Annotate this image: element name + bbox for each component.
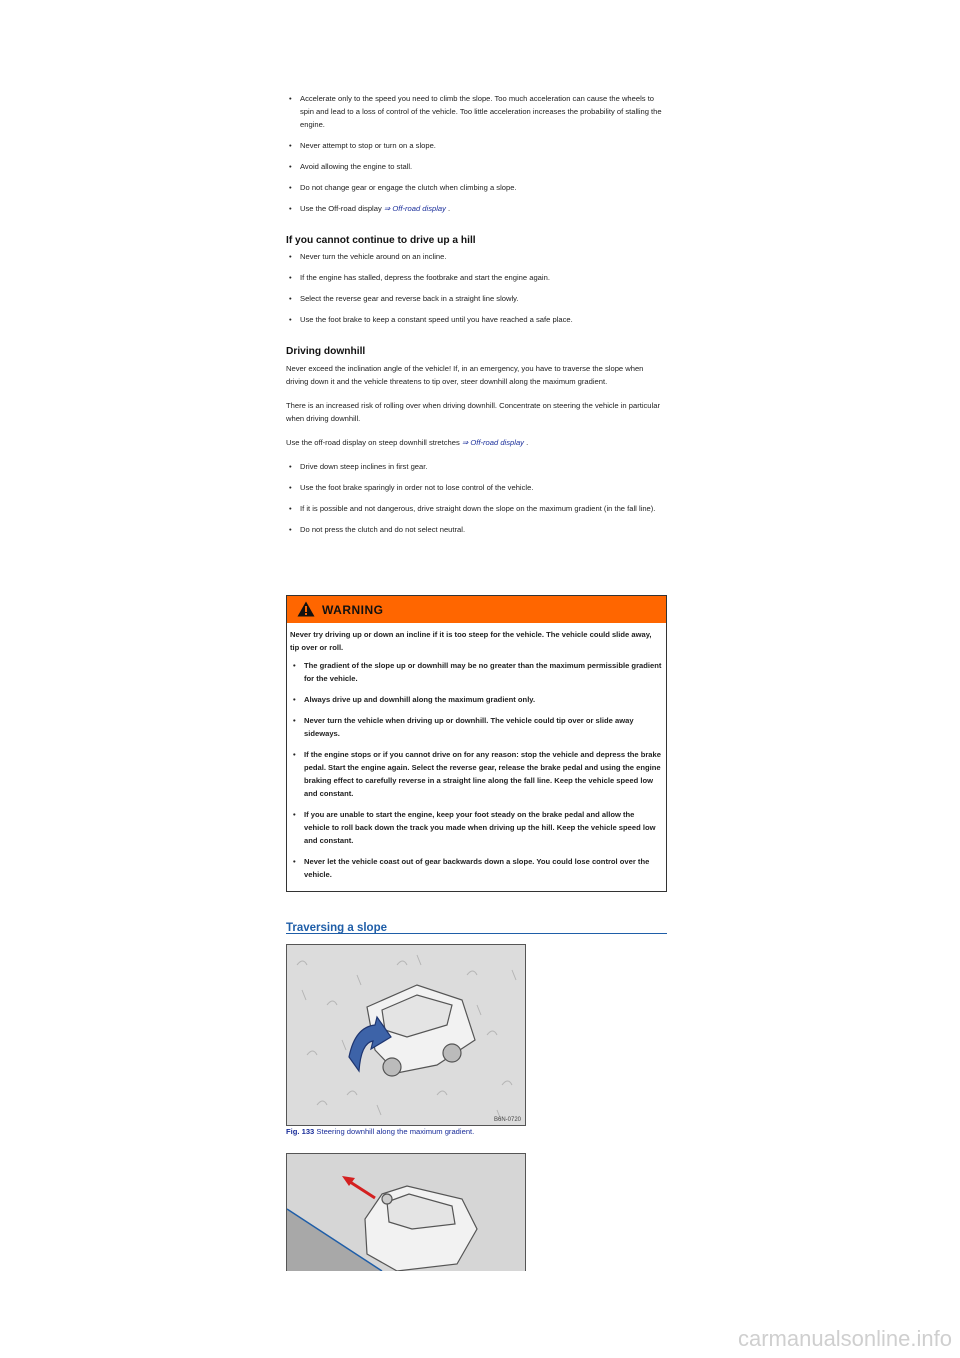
list-item: • Accelerate only to the speed you need to climb the slope. Too much acceleration can cause the wheels to spin and lead to a loss of control of the vehicle. Too little acceleration increases the probability of stalling the engine. [286,92,667,131]
warning-header [287,596,666,623]
list-item: • The gradient of the slope up or downhill may be no greater than the maximum permissible gradient for the vehicle. [290,659,662,685]
list-item: • Do not press the clutch and do not select neutral. [286,523,667,536]
warning-bullet-list [290,659,662,881]
list-item: • Avoid allowing the engine to stall. [286,160,667,173]
paragraph-text: Use the off-road display on steep downhill stretches [286,438,462,447]
traversing-slope-illustration [287,1154,525,1271]
list-item: • If the engine has stalled, depress the footbrake and start the engine again. [286,271,667,284]
caption-text: Steering downhill along the maximum gradient. [314,1127,475,1136]
warning-title: WARNING [322,603,384,617]
climb-bullet-list [286,92,667,215]
figure-steering-downhill [286,944,526,1126]
section-title-text: Traversing a slope [286,922,387,934]
list-item-tail: . [445,204,451,213]
list-item: • If it is possible and not dangerous, drive straight down the slope on the maximum gradient (in the fall line). [286,502,667,515]
list-item: • If the engine stops or if you cannot drive on for any reason: stop the vehicle and depress the brake pedal. Start the engine again. Select the reverse gear, release the brake pedal and using the engine braking effect to carefully reverse in a straight line along the fall line. Keep the vehicle speed low and constant. [290,748,662,800]
downhill-bullet-list [286,460,667,536]
paragraph-tail: . [523,438,529,447]
downhill-paragraph: Never exceed the inclination angle of the vehicle! If, in an emergency, you have to traverse the slope when driving down it and the vehicle threatens to tip over, steer downhill along the maximum gradient. [286,364,644,386]
figure-traversing-slope [286,1153,526,1271]
downhill-paragraph: There is an increased risk of rolling over when driving downhill. Concentrate on steering the vehicle in particular when driving downhill. [286,401,660,423]
main-content [286,92,667,544]
offroad-display-link[interactable]: ⇒ Off-road display [461,438,524,447]
steering-downhill-illustration [287,945,525,1125]
list-item: • Never turn the vehicle around on an incline. [286,250,667,263]
warning-body [287,623,666,881]
list-item-text: Use the Off-road display [300,204,384,213]
figure-code: B6N-0720 [494,1117,522,1123]
driving-downhill-heading: Driving downhill [286,346,366,357]
list-item: • Never turn the vehicle when driving up or downhill. The vehicle could tip over or slide away sideways. [290,714,662,740]
offroad-display-link[interactable]: ⇒ Off-road display [383,204,446,213]
list-item: • Use the foot brake sparingly in order not to lose control of the vehicle. [286,481,667,494]
figure-caption [286,1127,474,1136]
watermark: carmanualsonline.info [737,1326,952,1351]
list-item: • Do not change gear or engage the clutch when climbing a slope. [286,181,667,194]
warning-box [286,595,667,892]
list-item: • If you are unable to start the engine, keep your foot steady on the brake pedal and allow the vehicle to roll back down the track you made when driving up the hill. Keep the vehicle speed low and constant. [290,808,662,847]
warning-intro: Never try driving up or down an incline if it is too steep for the vehicle. The vehicle could slide away, tip over or roll. [290,630,652,652]
list-item: • Use the foot brake to keep a constant speed until you have reached a safe place. [286,313,667,326]
list-item: • Drive down steep inclines in first gear. [286,460,667,473]
traversing-slope-heading [286,918,667,934]
downhill-paragraph [286,436,667,449]
list-item: • Never attempt to stop or turn on a slope. [286,139,667,152]
cannot-continue-heading: If you cannot continue to drive up a hill [286,235,476,246]
warning-triangle-icon [297,601,315,622]
list-item: • Select the reverse gear and reverse back in a straight line slowly. [286,292,667,305]
list-item: • Always drive up and downhill along the maximum gradient only. [290,693,662,706]
list-item: • Never let the vehicle coast out of gear backwards down a slope. You could lose control over the vehicle. [290,855,662,881]
list-item [286,202,667,215]
cannot-continue-list [286,250,667,326]
figure-number: Fig. 133 [286,1127,315,1136]
